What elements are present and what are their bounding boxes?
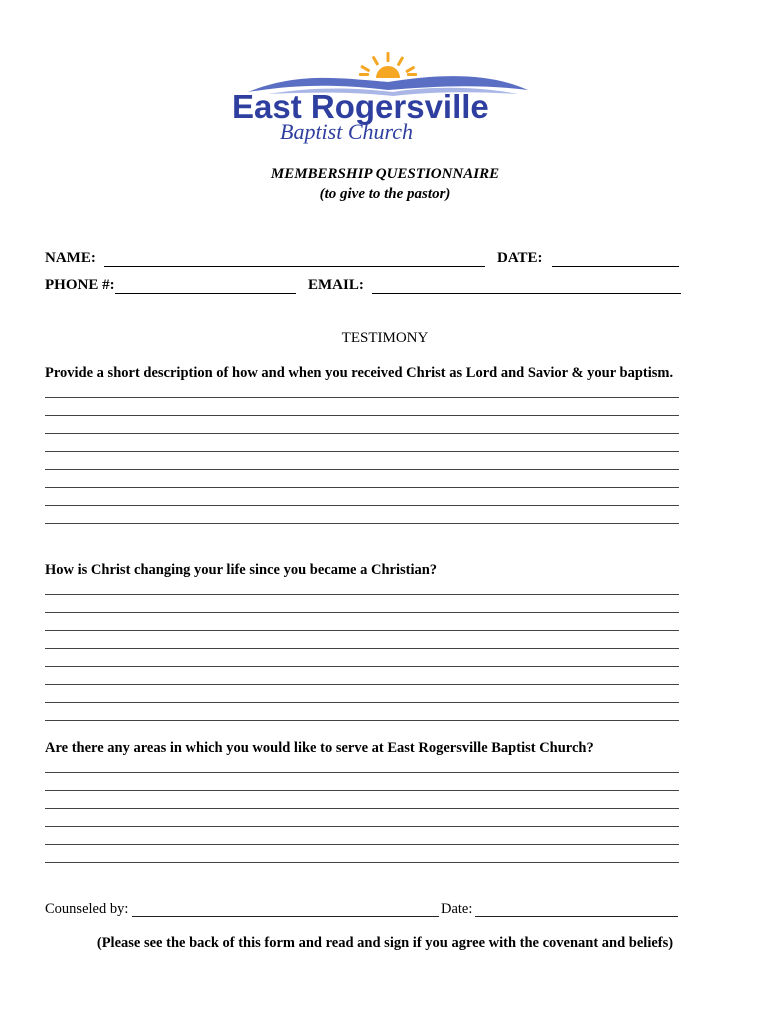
answer-line[interactable] — [45, 451, 679, 452]
answer-line[interactable] — [45, 415, 679, 416]
answer-line[interactable] — [45, 808, 679, 809]
answer-line[interactable] — [45, 666, 679, 667]
counseled-date-label: Date: — [441, 901, 473, 917]
back-of-form-note: (Please see the back of this form and read and sign if you agree with the covenant and beliefs) — [96, 935, 674, 951]
answer-line[interactable] — [45, 684, 679, 685]
answer-line[interactable] — [45, 397, 679, 398]
answer-line[interactable] — [45, 702, 679, 703]
answer-line[interactable] — [45, 612, 679, 613]
question-salvation: Provide a short description of how and when you received Christ as Lord and Savior & your baptism. — [45, 365, 674, 381]
date-label: DATE: — [497, 250, 543, 266]
counseled-by-field[interactable] — [132, 916, 439, 917]
email-label: EMAIL: — [308, 277, 364, 293]
question-life-change: How is Christ changing your life since you became a Christian? — [45, 562, 438, 578]
counseled-date-field[interactable] — [475, 916, 678, 917]
logo-line2: Baptist Church — [280, 119, 414, 144]
answer-line[interactable] — [45, 772, 679, 773]
answer-line[interactable] — [45, 594, 679, 595]
church-logo — [228, 48, 543, 144]
page-subtitle: (to give to the pastor) — [319, 186, 451, 202]
answer-line[interactable] — [45, 790, 679, 791]
answer-line[interactable] — [45, 487, 679, 488]
testimony-heading: TESTIMONY — [341, 330, 429, 346]
answer-line[interactable] — [45, 505, 679, 506]
answer-line[interactable] — [45, 648, 679, 649]
answer-line[interactable] — [45, 720, 679, 721]
date-field[interactable] — [552, 266, 679, 267]
logo-line1: East Rogersville — [232, 88, 489, 125]
phone-label: PHONE #: — [45, 277, 115, 293]
answer-line[interactable] — [45, 433, 679, 434]
answer-line[interactable] — [45, 862, 679, 863]
counseled-by-label: Counseled by: — [45, 901, 129, 917]
question-serve-areas: Are there any areas in which you would like to serve at East Rogersville Baptist Church? — [45, 740, 594, 756]
name-label: NAME: — [45, 250, 96, 266]
sun-icon — [359, 52, 417, 78]
name-field[interactable] — [104, 266, 485, 267]
phone-field[interactable] — [115, 293, 296, 294]
answer-line[interactable] — [45, 844, 679, 845]
answer-line[interactable] — [45, 826, 679, 827]
page-title: MEMBERSHIP QUESTIONNAIRE — [270, 166, 500, 182]
answer-line[interactable] — [45, 469, 679, 470]
email-field[interactable] — [372, 293, 681, 294]
church-logo-art — [228, 48, 543, 144]
answer-line[interactable] — [45, 523, 679, 524]
answer-line[interactable] — [45, 630, 679, 631]
